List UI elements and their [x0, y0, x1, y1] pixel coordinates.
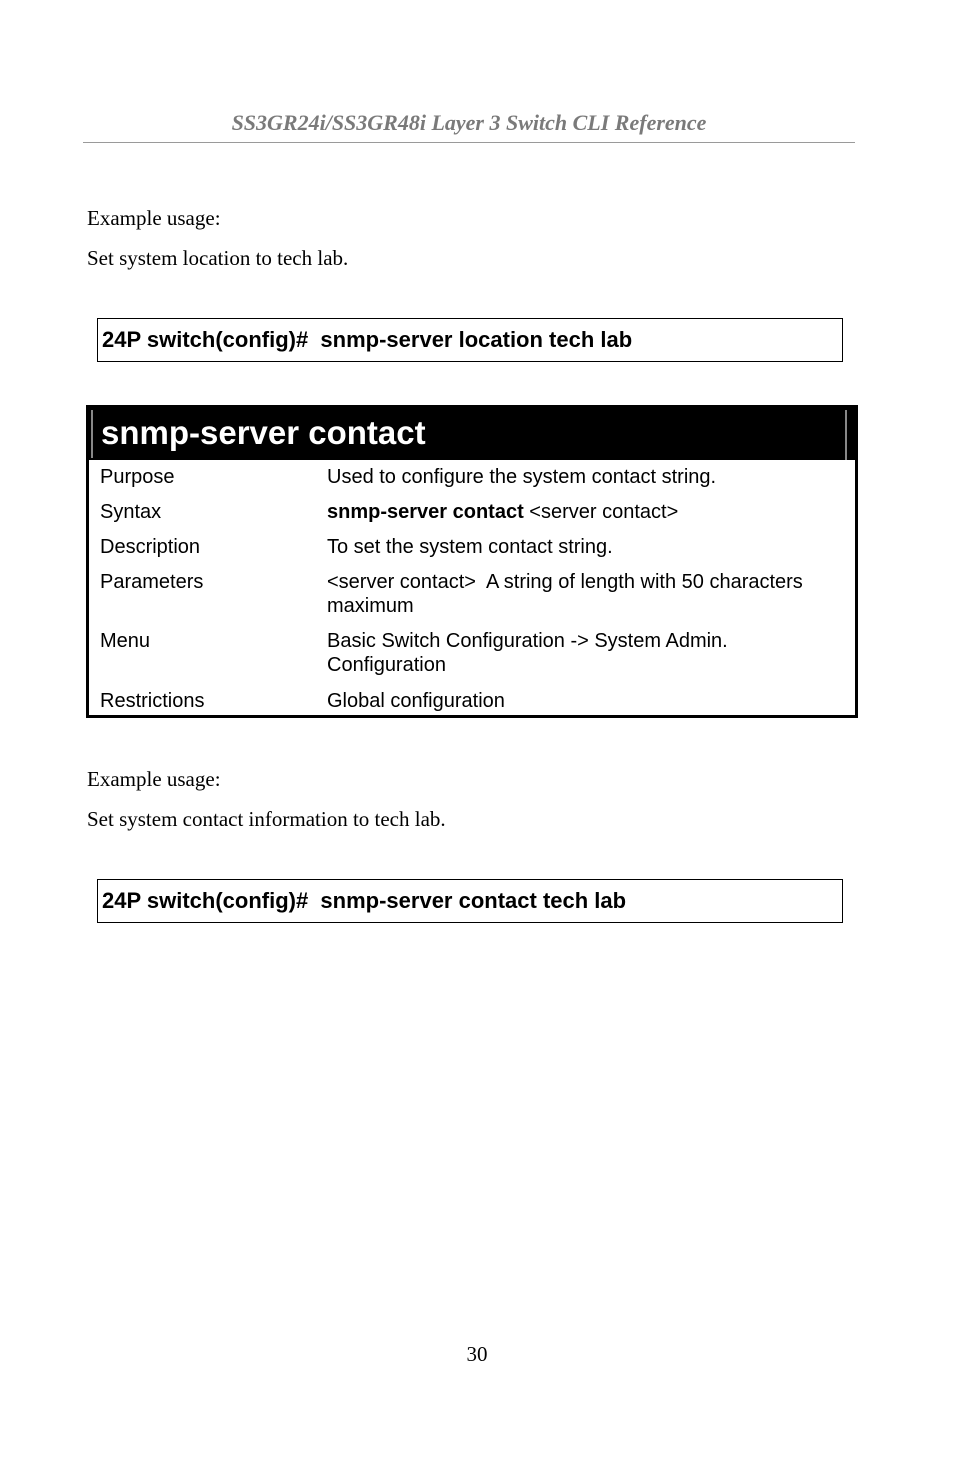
running-header: SS3GR24i/SS3GR48i Layer 3 Switch CLI Reference — [83, 110, 855, 143]
command-example-contact: 24P switch(config)# snmp-server contact tech lab — [97, 879, 843, 923]
example-description-1: Set system location to tech lab. — [87, 246, 349, 270]
syntax-command: snmp-server contact — [327, 501, 524, 523]
syntax-argument: <server contact> — [523, 501, 679, 523]
command-title: snmp-server contact — [101, 414, 426, 451]
row-value: <server contact> A string of length with 50 characters maximum — [327, 571, 809, 617]
command-example-location: 24P switch(config)# snmp-server location tech lab — [97, 318, 843, 362]
row-value: Basic Switch Configuration -> System Admin. Configuration — [327, 630, 728, 676]
row-label: Purpose — [100, 466, 175, 488]
command-table — [86, 405, 858, 718]
row-label: Parameters — [100, 571, 204, 593]
example-description-2: Set system contact information to tech lab. — [87, 807, 446, 831]
example-usage-label-1: Example usage: — [87, 206, 221, 230]
row-value — [327, 500, 847, 524]
row-label: Restrictions — [100, 690, 205, 712]
header-left-bar — [91, 410, 93, 458]
command-table-header — [89, 408, 855, 460]
header-right-bar — [845, 410, 847, 460]
page-number: 30 — [466, 1342, 488, 1366]
row-value: Used to configure the system contact string. — [327, 466, 717, 488]
row-value: Global configuration — [327, 690, 505, 712]
row-label: Description — [100, 536, 201, 558]
row-label: Menu — [100, 630, 151, 652]
example-usage-label-2: Example usage: — [87, 767, 221, 791]
row-value: To set the system contact string. — [327, 536, 613, 558]
row-label: Syntax — [100, 501, 162, 523]
